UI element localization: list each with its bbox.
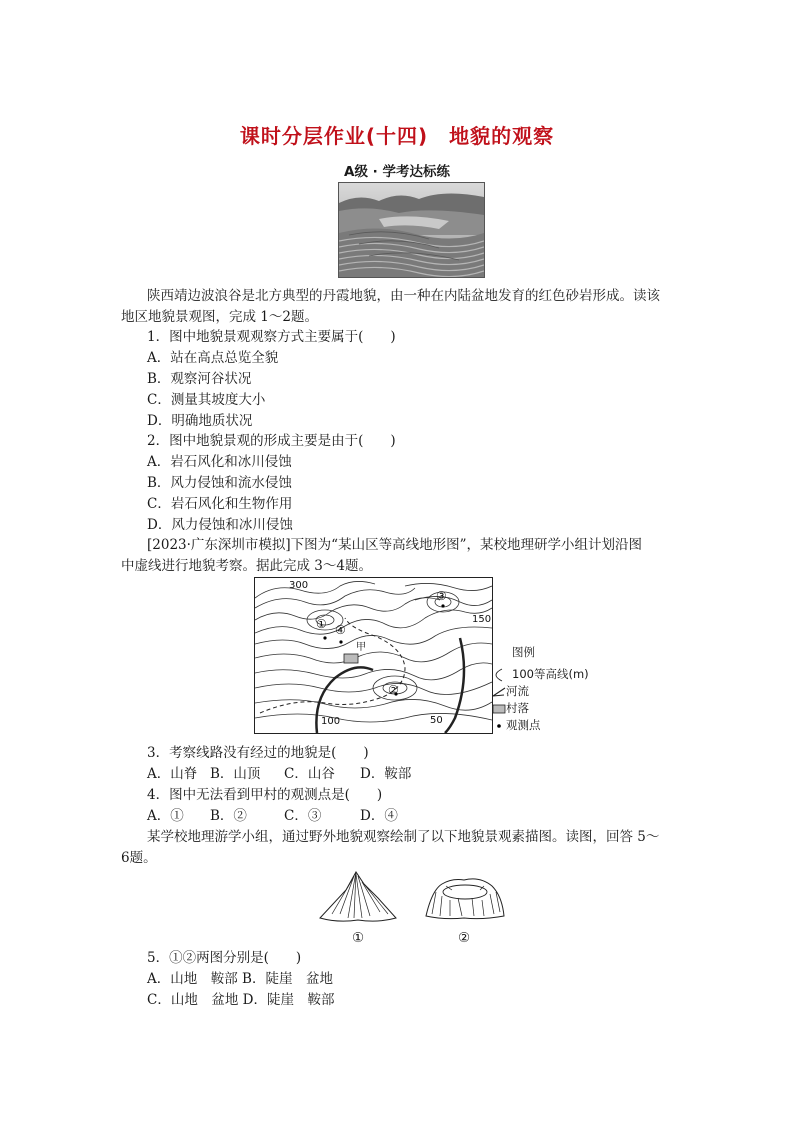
section-level: A级 · 学考达标练 [344,164,450,180]
contour-label-150: 150 [472,614,492,625]
basin-sketch [422,870,506,922]
point-3-label: ③ [436,589,447,603]
legend-river [492,683,529,699]
mountain-sketch [318,868,398,924]
legend-river-label: 河流 [506,684,529,698]
contour-map [254,577,493,734]
options-row [147,764,411,784]
question-stem: 3．考察线路没有经过的地貌是( ) [147,745,369,761]
answer-options-row[interactable]: A．山地 鞍部 B．陡崖 盆地 [147,971,333,987]
legend-village [492,700,529,716]
legend-contour-label: 等高线(m) [533,667,589,681]
contour-label-300: 300 [289,580,309,591]
question-stem: 1．图中地貌景观观察方式主要属于( ) [147,329,396,345]
landscape-photo [338,182,485,278]
village-legend-icon [492,703,506,715]
intro-text-line: 某学校地理游学小组，通过野外地貌观察绘制了以下地貌景观素描图。读图，回答 5～ [147,829,660,845]
point-2-label: ② [388,683,399,697]
legend-point-label: 观测点 [506,718,541,732]
question-stem: 2．图中地貌景观的形成主要是由于( ) [147,433,396,449]
point-1-label: ① [316,617,327,631]
legend-village-label: 村落 [506,701,529,715]
legend-title: 图例 [512,645,535,659]
sketch-label-1: ① [352,930,365,946]
answer-option[interactable]: D．明确地质状况 [147,413,253,429]
intro-text-line: 陕西靖边波浪谷是北方典型的丹霞地貌，由一种在内陆盆地发育的红色砂岩形成。读该 [147,288,660,304]
answer-option[interactable]: A．站在高点总览全貌 [147,350,279,366]
intro-text-line: 中虚线进行地貌考察。据此完成 3～4题。 [121,558,372,574]
contour-label-100: 100 [321,716,341,727]
legend-contour [488,666,589,682]
intro-text-line: 地区地貌景观图，完成 1～2题。 [121,309,318,325]
legend-contour-value: 100 [512,667,534,681]
answer-option[interactable]: D．风力侵蚀和冰川侵蚀 [147,517,293,533]
answer-option[interactable]: C．测量其坡度大小 [147,392,266,408]
answer-option[interactable]: B．观察河谷状况 [147,371,252,387]
legend-point [494,717,541,733]
options-row [147,806,398,826]
answer-option[interactable]: C．岩石风化和生物作用 [147,496,293,512]
question-stem: 4．图中无法看到甲村的观测点是( ) [147,787,383,803]
answer-option[interactable]: A．岩石风化和冰川侵蚀 [147,454,292,470]
point-4-label: ④ [335,623,346,637]
answer-option[interactable]: D．鞍部 [360,766,412,782]
question-stem: 5．①②两图分别是( ) [147,950,302,966]
answer-option[interactable]: C．山谷 [284,766,335,782]
answer-option[interactable]: A．山脊 [147,766,198,782]
answer-option[interactable]: B．风力侵蚀和流水侵蚀 [147,475,292,491]
answer-option[interactable]: B．山顶 [210,766,261,782]
answer-options-row[interactable]: C．山地 盆地 D．陡崖 鞍部 [147,992,335,1008]
contour-label-50: 50 [430,715,443,726]
answer-option[interactable]: B．② [210,808,247,824]
point-legend-icon [494,720,506,732]
contour-legend-icon [488,668,512,682]
answer-option[interactable]: C．③ [284,808,322,824]
intro-text-line: 6题。 [121,850,157,866]
river-legend-icon [492,686,506,698]
page-title: 课时分层作业(十四) 地貌的观察 [239,124,555,148]
answer-option[interactable]: A．① [147,808,184,824]
sketch-label-2: ② [458,930,471,946]
intro-text-line: [2023·广东深圳市模拟]下图为“某山区等高线地形图”，某校地理研学小组计划沿图 [147,537,642,553]
answer-option[interactable]: D．④ [360,808,398,824]
village-label: 甲 [356,642,366,653]
